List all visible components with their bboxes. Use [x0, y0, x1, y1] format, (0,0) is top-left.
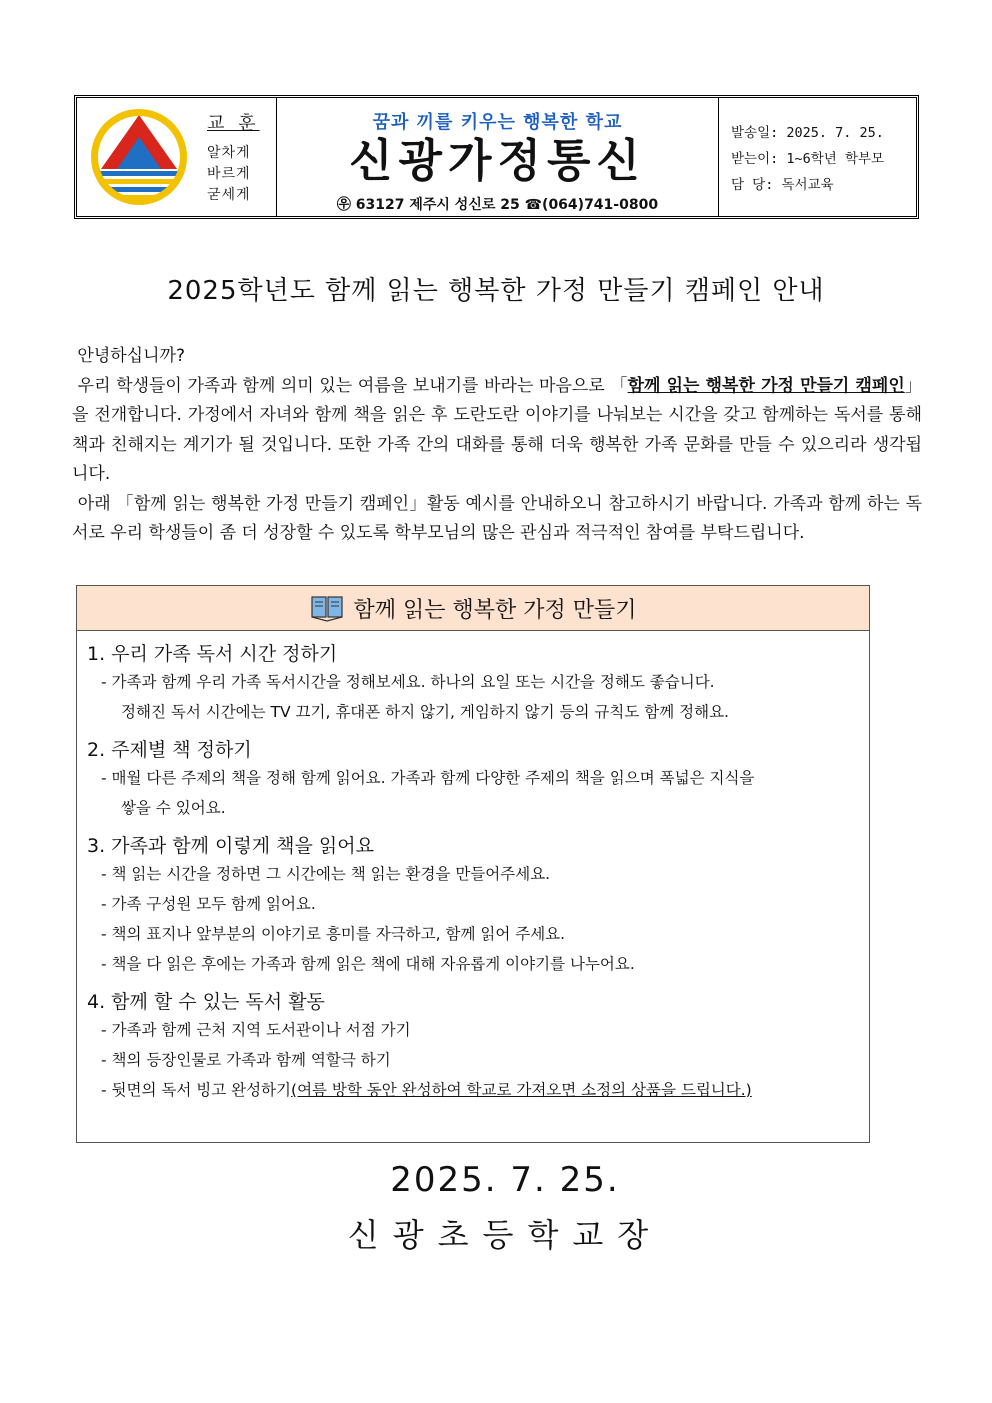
- section-themed-books: [77, 737, 869, 823]
- list-item: - 가족과 함께 근처 지역 도서관이나 서점 가기: [101, 1021, 411, 1039]
- list-item: 정해진 독서 시간에는 TV 끄기, 휴대폰 하지 않기, 게임하지 않기 등의 규칙도 함께 정해요.: [121, 703, 729, 721]
- list-item: - 매월 다른 주제의 책을 정해 함께 읽어요. 가족과 함께 다양한 주제의 책을 읽으며 폭넓은 지식을: [101, 769, 755, 787]
- section-title: 2. 주제별 책 정하기: [87, 739, 252, 761]
- p1-before: 우리 학생들이 가족과 함께 의미 있는 여름을 보내기를 바라는 마음으로 「: [77, 375, 628, 396]
- newsletter-title: 신광가정통신: [349, 134, 646, 187]
- list-item: 쌓을 수 있어요.: [121, 799, 226, 817]
- list-item: - 책의 표지나 앞부분의 이야기로 흥미를 자극하고, 함께 읽어 주세요.: [101, 925, 566, 943]
- book-icon: [310, 593, 344, 623]
- activity-box-header: [77, 586, 869, 631]
- school-address: ㉾ 63127 제주시 성신로 25 ☎(064)741-0800: [336, 197, 659, 213]
- header-center: [277, 98, 719, 216]
- section-title: 1. 우리 가족 독서 시간 정하기: [87, 643, 338, 665]
- activity-box-title: 함께 읽는 행복한 가정 만들기: [353, 597, 637, 623]
- list-item: - 가족과 함께 우리 가족 독서시간을 정해보세요. 하나의 요일 또는 시간을 정해도 좋습니다.: [101, 673, 715, 691]
- intro-text: [72, 342, 922, 549]
- section-title: 4. 함께 할 수 있는 독서 활동: [87, 991, 325, 1013]
- motto-line: 알차게: [207, 144, 251, 161]
- principal-signature: 신광초등학교장: [347, 1216, 663, 1254]
- section-how-to-read: [77, 833, 869, 979]
- greeting-text: 안녕하십니까?: [77, 346, 185, 366]
- section-reading-time: [77, 641, 869, 727]
- section-title: 3. 가족과 함께 이렇게 책을 읽어요: [87, 835, 374, 857]
- header-meta: [719, 98, 916, 216]
- send-date: 발송일: 2025. 7. 25.: [731, 125, 884, 141]
- p2-text: 아래 「함께 읽는 행복한 가정 만들기 캠페인」활동 예시를 안내하오니 참고하시기 바랍니다. 가족과 함께 하는 독서로 우리 학생들이 좀 더 성장할 수 있도록 학부모님의 많은 관심과 적극적인 참여를 부탁드립니다.: [72, 493, 923, 543]
- school-logo: [89, 107, 189, 207]
- list-item: - 책 읽는 시간을 정하면 그 시간에는 책 읽는 환경을 만들어주세요.: [101, 865, 551, 883]
- motto-line: 굳세게: [207, 186, 251, 203]
- document-title: 2025학년도 함께 읽는 행복한 가정 만들기 캠페인 안내: [167, 276, 825, 306]
- header-left: [77, 98, 277, 216]
- issue-date: 2025. 7. 25.: [390, 1160, 620, 1200]
- school-motto: [207, 109, 260, 206]
- motto-title: 교 훈: [207, 112, 260, 134]
- school-slogan: 꿈과 끼를 키우는 행복한 학교: [372, 112, 623, 133]
- activity-box: [76, 585, 870, 1143]
- list-item: [87, 1075, 869, 1105]
- list-item: - 책의 등장인물로 가족과 함께 역할극 하기: [101, 1051, 391, 1069]
- campaign-name: 함께 읽는 행복한 가정 만들기 캠페인: [627, 375, 905, 396]
- greeting: [72, 342, 922, 372]
- bingo-item-text: - 뒷면의 독서 빙고 완성하기: [101, 1081, 292, 1099]
- intro-paragraph-2: [72, 490, 922, 549]
- section-activities: [77, 989, 869, 1105]
- newsletter-header: [74, 95, 919, 219]
- intro-paragraph-1: [72, 372, 922, 490]
- person-in-charge: 담 당: 독서교육: [731, 177, 834, 193]
- p1-after: 」을 전개합니다. 가정에서 자녀와 함께 책을 읽은 후 도란도란 이야기를 나눠보는 시간을 갖고 함께하는 독서를 통해 책과 친해지는 계기가 될 것입니다. 또한 가족 간의 대화를 통해 더욱 행복한 가족 문화를 만들 수 있으리라 생각됩니다.: [72, 375, 923, 484]
- motto-line: 바르게: [207, 165, 251, 182]
- bingo-note: (여름 방학 동안 완성하여 학교로 가져오면 소정의 상품을 드립니다.): [291, 1081, 752, 1099]
- list-item: - 가족 구성원 모두 함께 읽어요.: [101, 895, 316, 913]
- list-item: - 책을 다 읽은 후에는 가족과 함께 읽은 책에 대해 자유롭게 이야기를 나누어요.: [101, 955, 635, 973]
- recipients: 받는이: 1~6학년 학부모: [731, 151, 885, 167]
